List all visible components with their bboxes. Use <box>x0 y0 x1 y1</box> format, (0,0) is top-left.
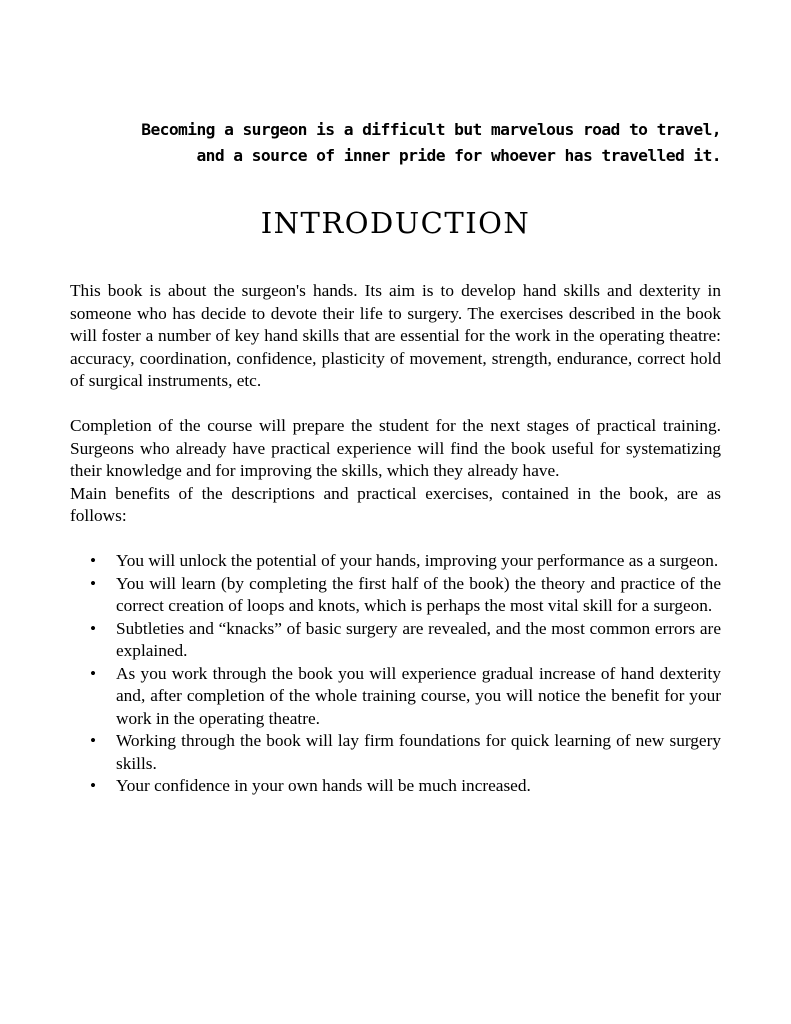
bullet-icon: • <box>90 573 97 593</box>
bullet-icon: • <box>90 776 97 795</box>
list-item <box>70 573 721 618</box>
list-item-text: You will unlock the potential of your hands, improving your performance as a surgeon. <box>116 551 719 570</box>
bullet-icon: • <box>90 731 97 750</box>
list-item <box>70 618 721 663</box>
epigraph-quote <box>121 117 721 169</box>
benefits-list <box>70 550 721 798</box>
epigraph-line-1: Becoming a surgeon is a difficult but marvelous road to travel, <box>141 120 721 139</box>
list-item <box>70 775 721 798</box>
list-item-text: Your confidence in your own hands will be much increased. <box>116 776 531 795</box>
page-title: INTRODUCTION <box>260 206 531 240</box>
paragraph-gap <box>70 393 721 416</box>
intro-paragraph-3: Main benefits of the descriptions and practical exercises, contained in the book, are as follows: <box>70 483 721 525</box>
list-item <box>70 663 721 731</box>
paragraph-gap <box>70 528 721 551</box>
list-item-text: You will learn (by completing the first half of the book) the theory and practice of the correct creation of loops and knots, which is perhaps the most vital skill for a surgeon. <box>116 573 721 615</box>
body-text <box>70 280 721 798</box>
list-item <box>70 730 721 775</box>
list-item <box>70 550 721 573</box>
list-item-text: Working through the book will lay firm foundations for quick learning of new surgery skills. <box>116 731 721 773</box>
list-item-text: As you work through the book you will experience gradual increase of hand dexterity and, after completion of the whole training course, you will notice the benefit for your work in the operating theatre. <box>116 663 721 728</box>
bullet-icon: • <box>90 618 97 638</box>
bullet-icon: • <box>90 663 97 683</box>
intro-paragraph-2: Completion of the course will prepare the student for the next stages of practical training. Surgeons who already have practical experience will find the book useful for systematizing their knowledge and for improving the skills, which they already have. <box>70 416 721 480</box>
list-item-text: Subtleties and “knacks” of basic surgery are revealed, and the most common errors are explained. <box>116 618 721 660</box>
intro-paragraph-1: This book is about the surgeon's hands. Its aim is to develop hand skills and dexterity in someone who has decide to devote their life to surgery. The exercises described in the book will foster a number of key hand skills that are essential for the work in the operating theatre: accuracy, coordination, confidence, plasticity of movement, strength, endurance, correct hold of surgical instruments, etc. <box>70 281 721 390</box>
epigraph-line-2: and a source of inner pride for whoever has travelled it. <box>196 146 721 165</box>
bullet-icon: • <box>90 551 97 570</box>
